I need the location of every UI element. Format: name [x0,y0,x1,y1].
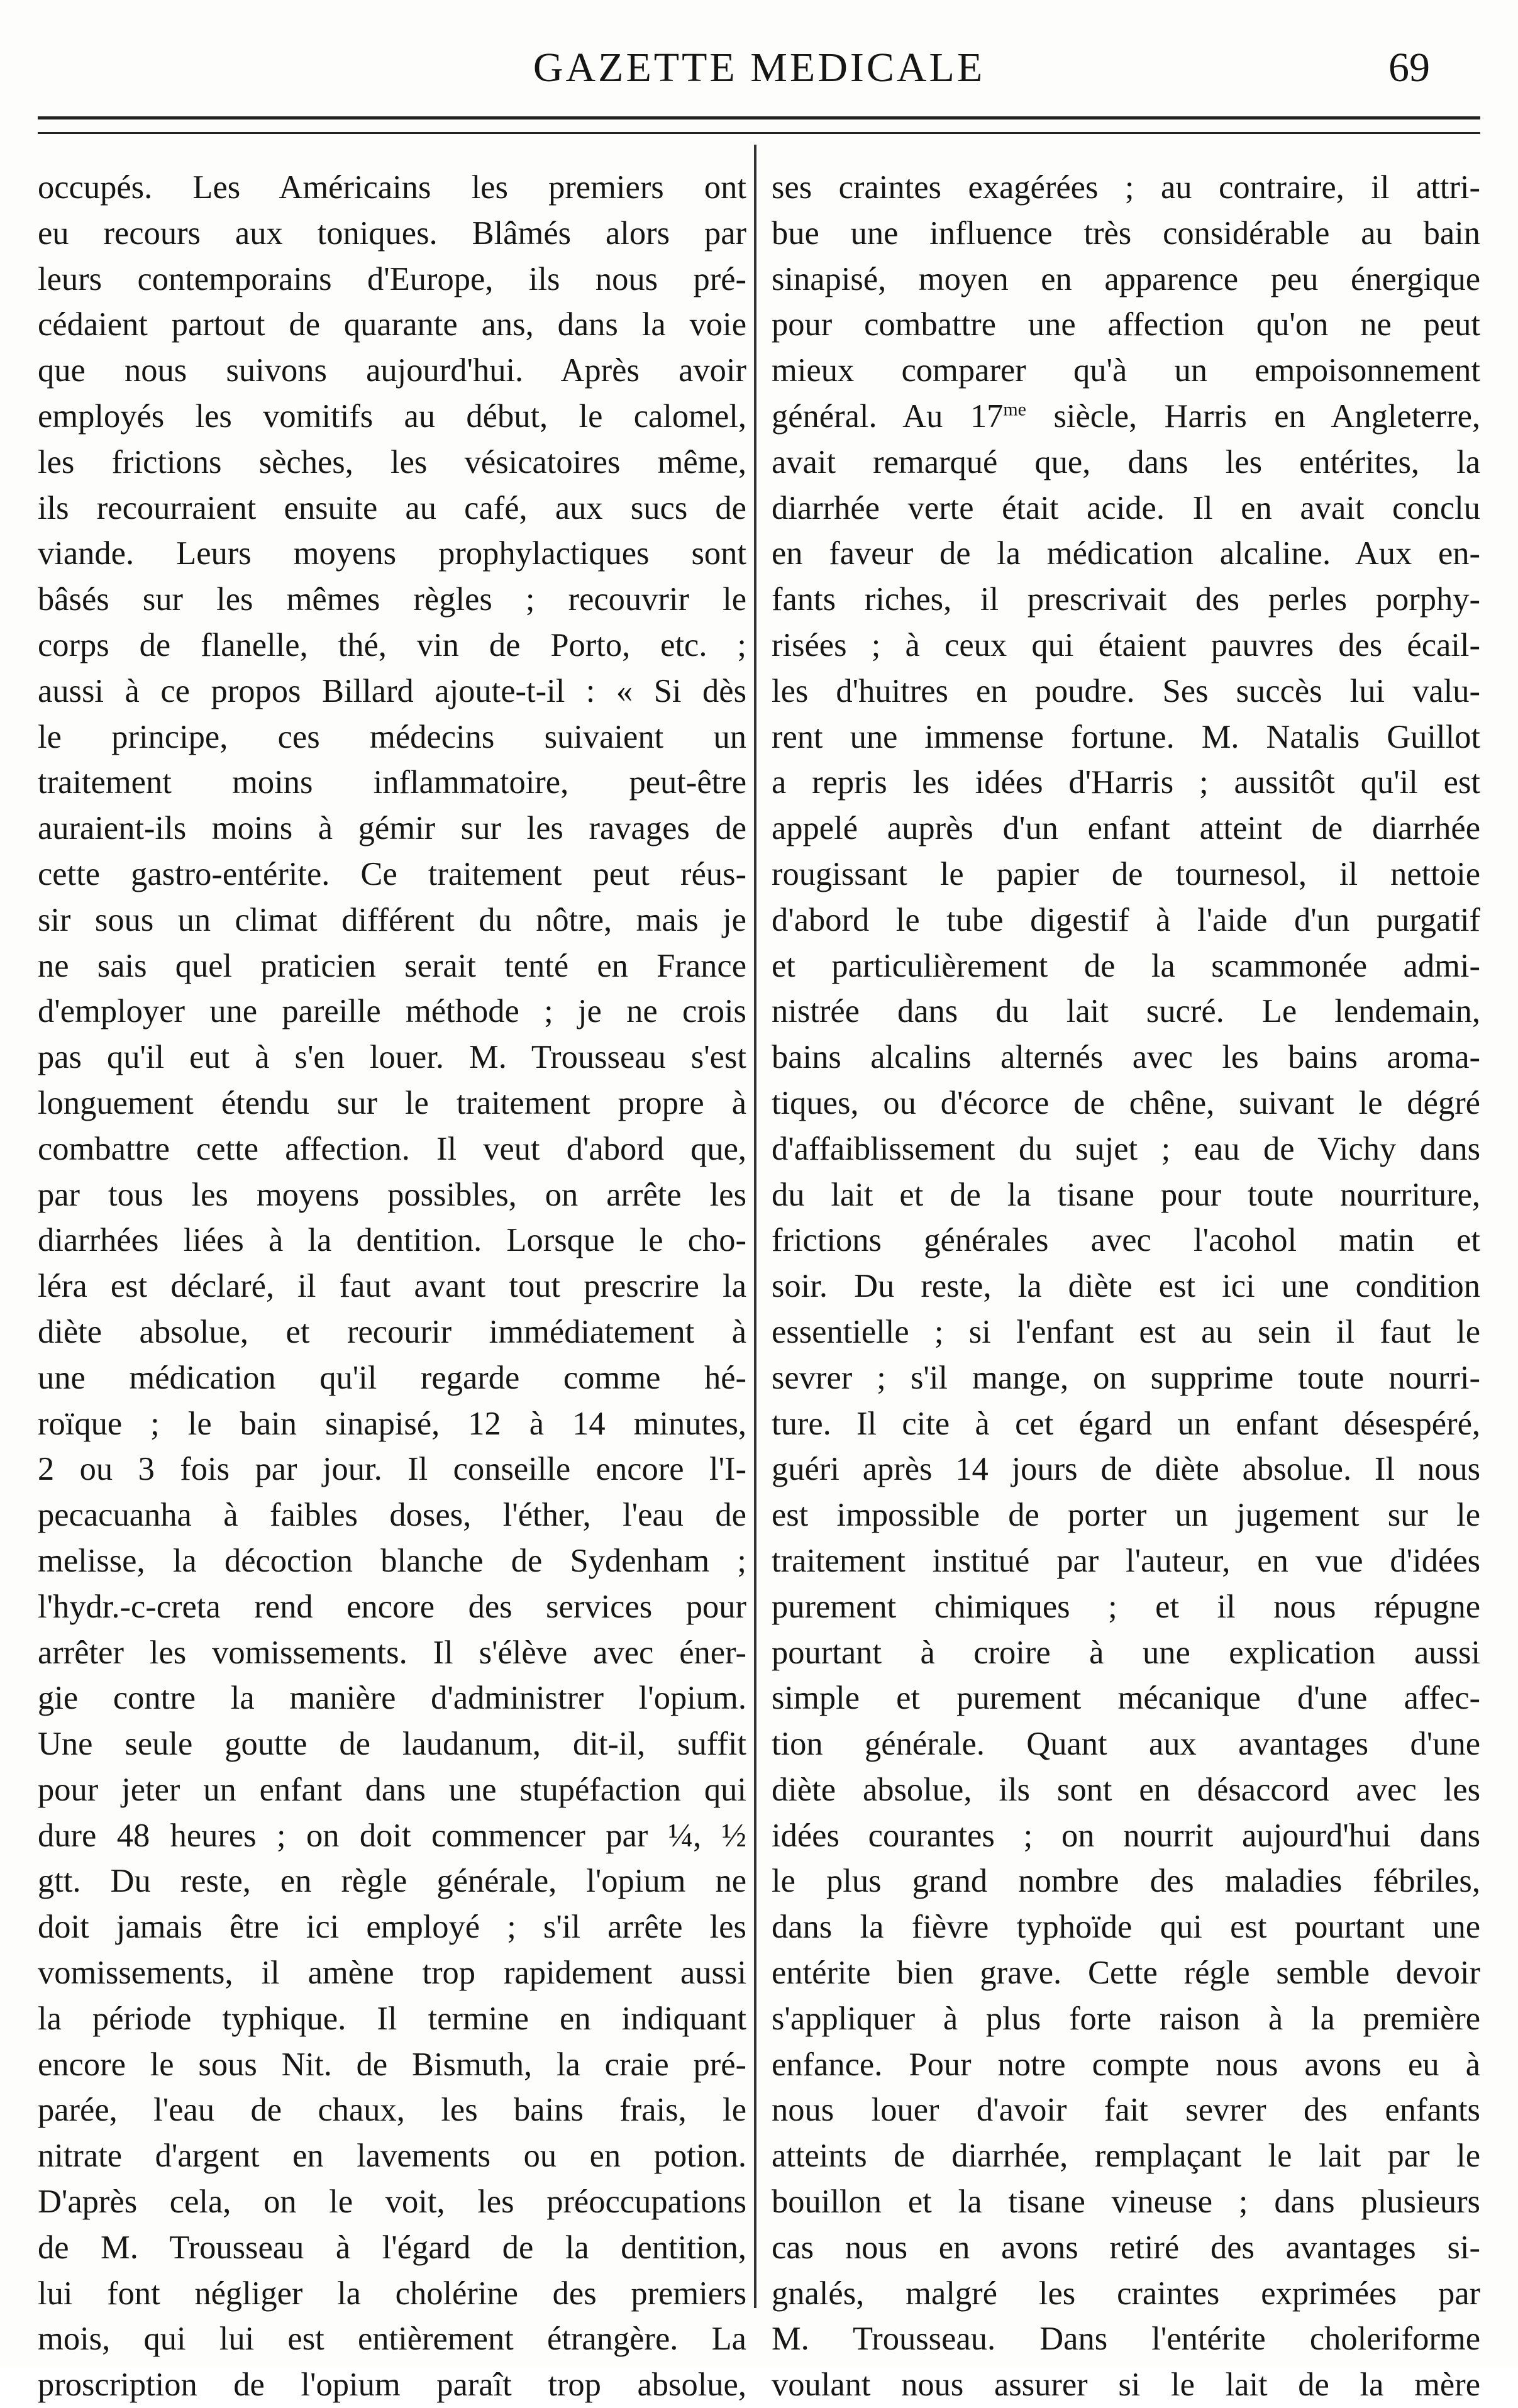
text-line: sir sous un climat différent du nôtre, mais je [38,901,746,938]
text-line: ne sais quel praticien serait tenté en France [38,947,746,984]
text-line: viande. Leurs moyens prophylactiques sont [38,535,746,572]
text-line: dans la fièvre typhoïde qui est pourtant une [772,1909,1480,1946]
text-line: 2 ou 3 fois par jour. Il conseille encore l'I- [38,1451,746,1488]
text-line: parée, l'eau de chaux, les bains frais, le [38,2092,746,2129]
text-line: nous louer d'avoir fait sevrer des enfants [772,2092,1480,2129]
text-line: gtt. Du reste, en règle générale, l'opium ne [38,1863,746,1900]
text-line: ses craintes exagérées ; au contraire, il attri- [772,169,1480,206]
text-line: vomissements, il amène trop rapidement aussi [38,1955,746,1992]
text-line: risées ; à ceux qui étaient pauvres des écail- [772,626,1480,663]
right-column [772,165,1480,2408]
text-line: auraient-ils moins à gémir sur les ravages de [38,810,746,847]
text-line: avait remarqué que, dans les entérites, la [772,443,1480,480]
page-number: 69 [1388,45,1430,91]
text-line: est impossible de porter un jugement sur le [772,1497,1480,1534]
text-line: melisse, la décoction blanche de Sydenham ; [38,1542,746,1579]
text-line: nistrée dans du lait sucré. Le lendemain, [772,993,1480,1030]
text-line: corps de flanelle, thé, vin de Porto, etc. ; [38,626,746,663]
text-line: sevrer ; s'il mange, on supprime toute nourri- [772,1359,1480,1396]
text-line: cas nous en avons retiré des avantages si- [772,2229,1480,2266]
text-line: diarrhée verte était acide. Il en avait conclu [772,489,1480,526]
text-line: pourtant à croire à une explication aussi [772,1634,1480,1671]
text-line: voulant nous assurer si le lait de la mère [772,2366,1480,2404]
text-line: essentielle ; si l'enfant est au sein il faut le [772,1313,1480,1350]
text-line: pecacuanha à faibles doses, l'éther, l'eau de [38,1497,746,1534]
text-line: tion générale. Quant aux avantages d'une [772,1726,1480,1763]
left-column [38,165,746,2408]
text-line: diète absolue, ils sont en désaccord avec les [772,1771,1480,1808]
text-line: ils recourraient ensuite au café, aux sucs de [38,489,746,526]
text-line: longuement étendu sur le traitement propre à [38,1084,746,1121]
text-line: les frictions sèches, les vésicatoires même, [38,443,746,480]
text-line: doit jamais être ici employé ; s'il arrête les [38,1909,746,1946]
text-line: occupés. Les Américains les premiers ont [38,169,746,206]
text-line: pour jeter un enfant dans une stupéfaction qui [38,1771,746,1808]
text-line: mieux comparer qu'à un empoisonnement [772,352,1480,389]
text-line: roïque ; le bain sinapisé, 12 à 14 minutes, [38,1405,746,1442]
text-line: d'affaiblissement du sujet ; eau de Vichy dans [772,1130,1480,1167]
text-line: guéri après 14 jours de diète absolue. Il nous [772,1451,1480,1488]
text-line: diarrhées liées à la dentition. Lorsque le cho- [38,1222,746,1259]
text-line: cette gastro-entérite. Ce traitement peut réus- [38,855,746,892]
text-line: M. Trousseau. Dans l'entérite choleriforme [772,2321,1480,2358]
text-line: gie contre la manière d'administrer l'opium. [38,1680,746,1717]
text-line: traitement moins inflammatoire, peut-être [38,764,746,801]
text-line: gnalés, malgré les craintes exprimées par [772,2275,1480,2312]
text-line: pour combattre une affection qu'on ne peut [772,306,1480,343]
text-line: rougissant le papier de tournesol, il nettoie [772,855,1480,892]
text-line: bâsés sur les mêmes règles ; recouvrir le [38,581,746,618]
text-line: ture. Il cite à cet égard un enfant désespéré, [772,1405,1480,1442]
text-line: nitrate d'argent en lavements ou en potion. [38,2138,746,2175]
text-line: a repris les idées d'Harris ; aussitôt qu'il est [772,764,1480,801]
text-line: traitement institué par l'auteur, en vue d'idées [772,1542,1480,1579]
text-line: fants riches, il prescrivait des perles porphy- [772,581,1480,618]
text-line: en faveur de la médication alcaline. Aux en- [772,535,1480,572]
text-line: l'hydr.-c-creta rend encore des services pour [38,1588,746,1625]
text-line: arrêter les vomissements. Il s'élève avec éner- [38,1634,746,1671]
text-line: sinapisé, moyen en apparence peu énergique [772,260,1480,297]
text-line: leurs contemporains d'Europe, ils nous pré- [38,260,746,297]
text-line: soir. Du reste, la diète est ici une condition [772,1268,1480,1305]
text-line: pas qu'il eut à s'en louer. M. Trousseau s'est [38,1039,746,1076]
text-line: général. Au $17^{me}$ siècle, Harris en Angleterre, [772,397,1480,435]
text-line: rent une immense fortune. M. Natalis Guillot [772,718,1480,755]
text-line: employés les vomitifs au début, le calomel, [38,397,746,435]
text-line: purement chimiques ; et il nous répugne [772,1588,1480,1625]
running-title: GAZETTE MEDICALE [533,45,985,91]
text-line: les d'huitres en poudre. Ses succès lui valu- [772,672,1480,709]
text-line: et particulièrement de la scammonée admi- [772,947,1480,984]
column-divider [754,145,756,2308]
text-line: par tous les moyens possibles, on arrête les [38,1176,746,1213]
text-line: combattre cette affection. Il veut d'abord que, [38,1130,746,1167]
text-line: lui font négliger la cholérine des premiers [38,2275,746,2312]
text-line: entérite bien grave. Cette régle semble devoir [772,1955,1480,1992]
text-line: simple et purement mécanique d'une affec- [772,1680,1480,1717]
text-line: cédaient partout de quarante ans, dans la voie [38,306,746,343]
text-line: que nous suivons aujourd'hui. Après avoir [38,352,746,389]
text-line: atteints de diarrhée, remplaçant le lait par le [772,2138,1480,2175]
text-line: idées courantes ; on nourrit aujourd'hui dans [772,1817,1480,1854]
header-rule [38,116,1480,134]
text-line: dure 48 heures ; on doit commencer par ¼, ½ [38,1817,746,1854]
page-header [38,38,1480,107]
text-line: bouillon et la tisane vineuse ; dans plusieurs [772,2183,1480,2221]
text-line: D'après cela, on le voit, les préoccupations [38,2183,746,2221]
text-line: mois, qui lui est entièrement étrangère. La [38,2321,746,2358]
text-line: s'appliquer à plus forte raison à la première [772,2000,1480,2037]
text-line: de M. Trousseau à l'égard de la dentition, [38,2229,746,2266]
text-line: eu recours aux toniques. Blâmés alors par [38,214,746,252]
text-line: du lait et de la tisane pour toute nourriture, [772,1176,1480,1213]
text-line: tiques, ou d'écorce de chêne, suivant le dégré [772,1084,1480,1121]
text-line: bue une influence très considérable au bain [772,214,1480,252]
text-line: diète absolue, et recourir immédiatement à [38,1313,746,1350]
text-line: une médication qu'il regarde comme hé- [38,1359,746,1396]
text-line: encore le sous Nit. de Bismuth, la craie pré- [38,2046,746,2083]
text-line: le principe, ces médecins suivaient un [38,718,746,755]
text-line: Une seule goutte de laudanum, dit-il, suffit [38,1726,746,1763]
text-line: proscription de l'opium paraît trop absolue, [38,2366,746,2404]
text-line: appelé auprès d'un enfant atteint de diarrhée [772,810,1480,847]
text-line: frictions générales avec l'acohol matin et [772,1222,1480,1259]
text-line: d'employer une pareille méthode ; je ne crois [38,993,746,1030]
text-line: le plus grand nombre des maladies fébriles, [772,1863,1480,1900]
text-line: enfance. Pour notre compte nous avons eu à [772,2046,1480,2083]
text-line: aussi à ce propos Billard ajoute-t-il : « Si dès [38,672,746,709]
text-line: bains alcalins alternés avec les bains aroma- [772,1039,1480,1076]
text-line: léra est déclaré, il faut avant tout prescrire la [38,1268,746,1305]
text-line: la période typhique. Il termine en indiquant [38,2000,746,2037]
text-line: d'abord le tube digestif à l'aide d'un purgatif [772,901,1480,938]
